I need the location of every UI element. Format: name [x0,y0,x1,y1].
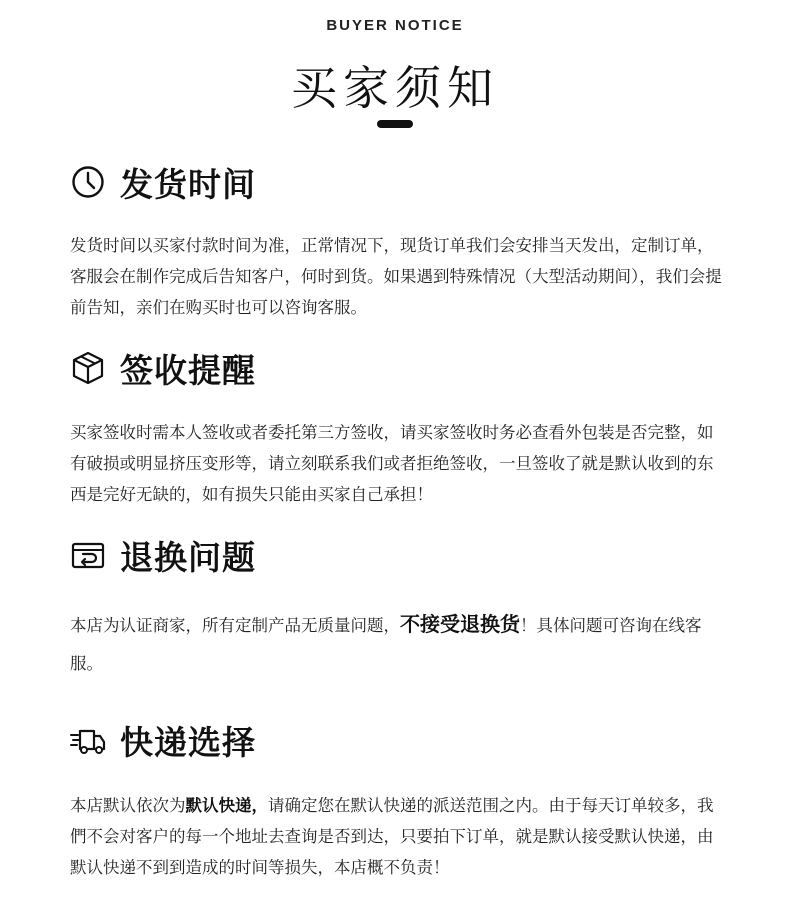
returns-text-after: ！具体问题可咨询在线客服。 [70,616,702,673]
section-title: 退换问题 [120,537,256,577]
default-courier-emphasis: 默认快递， [185,796,268,815]
section-text-receipt-reminder: 买家签收时需本人签收或者委托第三方签收，请买家签收时务必查看外包装是否完整，如有破损或明显挤压变形等，请立刻联系我们或者拒绝签收，一旦签收了就是默认收到的东西是完好无缺的，如有损失只能由买家自己承担！ [70,423,714,504]
section-heading-returns [70,535,256,575]
section-heading-shipping-time [70,162,256,202]
page-title: 买家须知 [291,61,499,115]
title-underline [377,120,413,128]
section-heading-receipt-reminder [70,348,256,388]
section-heading-courier-choice [70,720,256,760]
courier-text-after: 请确定您在默认快递的派送范围之内。由于每天订单较多，我們不会对客户的每一个地址去查询是否到达，只要拍下订单，就是默认接受默认快递，由默认快递不到到造成的时间等损失，本店概不负责！ [70,796,714,877]
section-title: 签收提醒 [120,350,256,390]
package-box-icon [70,350,106,386]
clock-icon [70,164,106,200]
returns-text-before: 本店为认证商家，所有定制产品无质量问题， [70,616,400,635]
no-returns-emphasis: 不接受退换货 [400,612,520,636]
section-title: 发货时间 [120,164,256,204]
eyebrow-subtitle: BUYER NOTICE [326,17,464,34]
section-title: 快递选择 [120,722,256,762]
section-text-courier-choice [70,790,725,883]
return-exchange-icon [70,537,106,573]
delivery-truck-icon [70,722,106,758]
section-text-returns [70,605,725,683]
courier-text-before: 本店默认依次为 [70,796,186,815]
section-text-shipping-time: 发货时间以买家付款时间为准，正常情况下，现货订单我们会安排当天发出，定制订单，客服会在制作完成后告知客户，何时到货。如果遇到特殊情况（大型活动期间），我们会提前告知，亲们在购买时也可以咨询客服。 [70,236,722,317]
